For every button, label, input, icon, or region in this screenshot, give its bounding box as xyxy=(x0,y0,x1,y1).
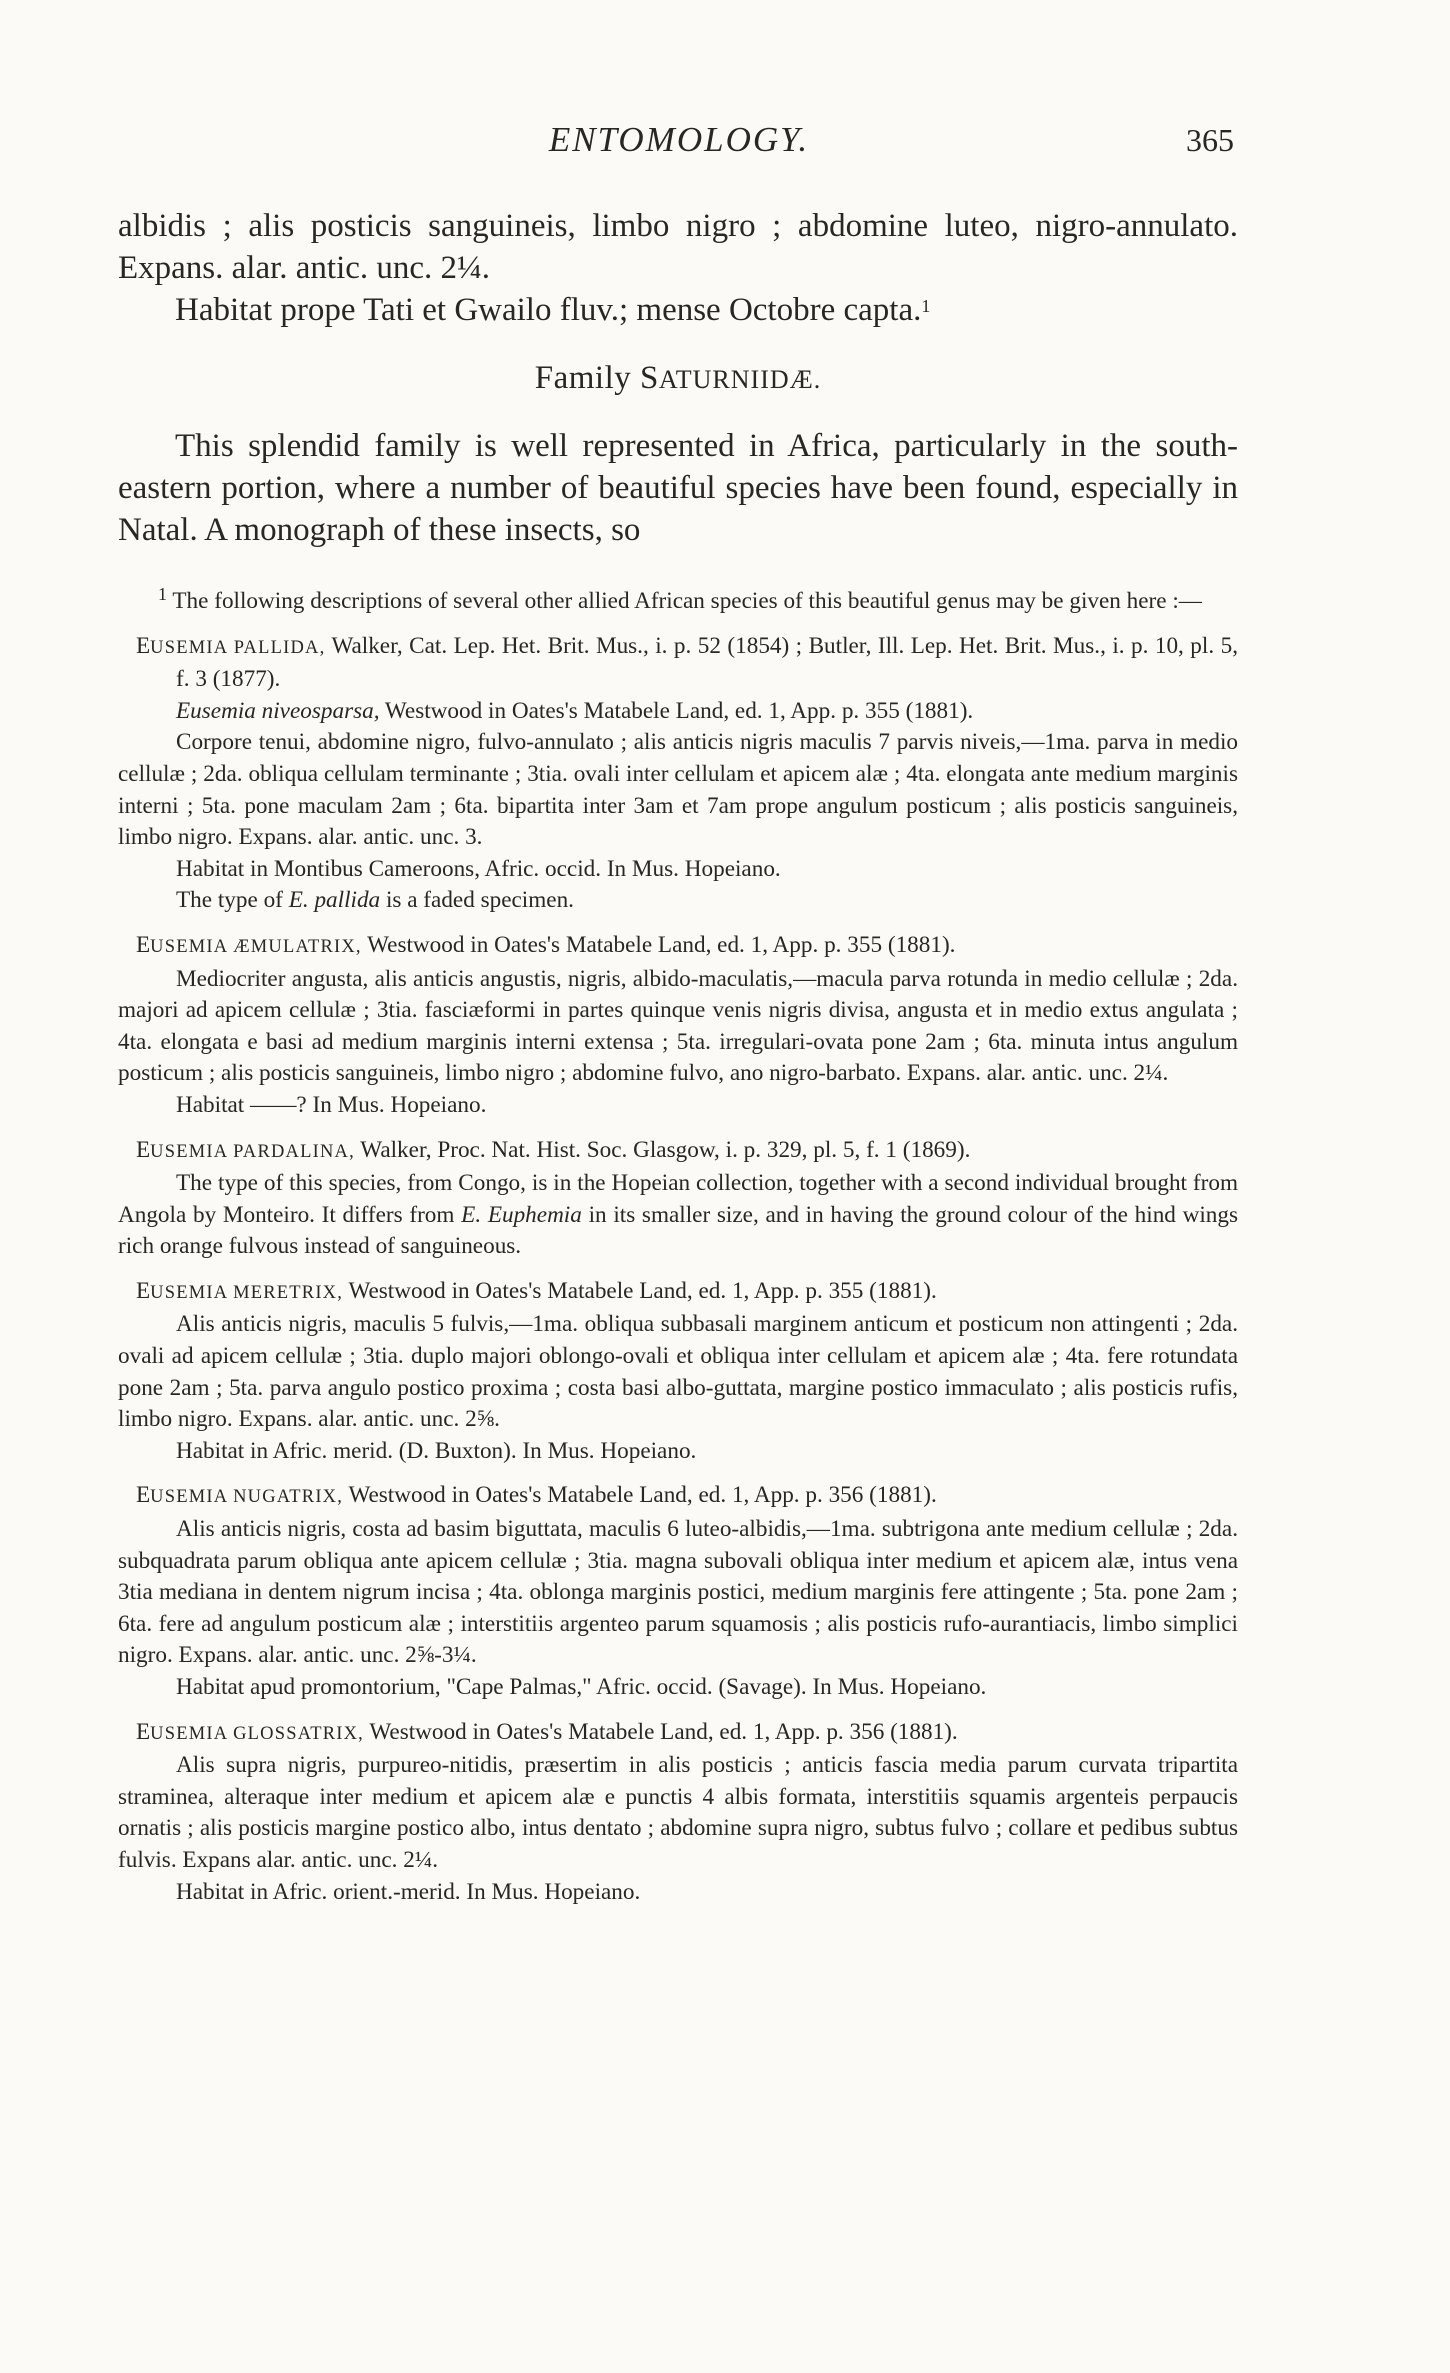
footnotes xyxy=(118,586,1238,1908)
species-name: USEMIA ÆMULATRIX, xyxy=(150,936,362,957)
family-initial: S xyxy=(640,360,659,396)
family-name-rest: ATURNIIDÆ. xyxy=(658,365,822,394)
species-habitat-nugatrix: Habitat apud promontorium, "Cape Palmas," Afric. occid. (Savage). In Mus. Hopeiano. xyxy=(176,1674,987,1700)
family-heading xyxy=(118,357,1238,401)
page-number: 365 xyxy=(1186,122,1234,158)
species-name: USEMIA GLOSSATRIX, xyxy=(150,1723,364,1744)
species-description-glossatrix: Alis supra nigris, purpureo-nitidis, præsertim in alis posticis ; anticis fascia media parum curvata tripartita straminea, alteraque inter medium et apicem alæ e punctis 4 albis formata, interstitiis squamis argenteis perpaucis ornatis ; alis posticis margine postico albo, intus dentato ; abdomine supra nigro, subtus fulvo ; collare et pedibus subtus fulvis. Expans alar. antic. unc. 2¼. xyxy=(118,1752,1238,1873)
species-name: USEMIA NUGATRIX, xyxy=(150,1487,344,1508)
species-reference: Westwood in Oates's Matabele Land, ed. 1, App. p. 355 (1881). xyxy=(361,931,956,958)
type-note-pallida xyxy=(118,885,1238,917)
species-initial: E xyxy=(136,1136,151,1163)
species-reference: Walker, Cat. Lep. Het. Brit. Mus., i. p. 52 (1854) ; Butler, Ill. Lep. Het. Brit. Mus., i. p. 10, pl. 5, f. 3 (1877). xyxy=(176,632,1238,693)
species-heading-glossatrix xyxy=(118,1717,1238,1751)
habitat-paragraph xyxy=(118,289,1238,331)
species-heading-nugatrix xyxy=(118,1480,1238,1514)
species-initial: E xyxy=(136,931,151,958)
species-initial: E xyxy=(136,1482,151,1509)
family-prefix: Family xyxy=(534,360,632,396)
species-heading-pardalina xyxy=(118,1135,1238,1169)
saturniidae-intro-paragraph: This splendid family is well represented in Africa, particularly in the south-eastern portion, where a number of beautiful species have been found, especially in Natal. A monograph of these insects, so xyxy=(118,428,1238,548)
species-heading-pallida xyxy=(118,631,1238,696)
main-text xyxy=(118,205,1238,551)
species-habitat-aemulatrix: Habitat ——? In Mus. Hopeiano. xyxy=(176,1091,487,1118)
species-description-pardalina xyxy=(118,1168,1238,1263)
synonym-name: Eusemia niveosparsa, xyxy=(176,697,380,724)
species-initial: E xyxy=(136,632,151,659)
type-note-pre: The type of xyxy=(176,887,289,914)
footnote-lead-text: The following descriptions of several other allied African species of this beautiful genus may be given here :— xyxy=(172,588,1202,614)
species-reference: Westwood in Oates's Matabele Land, ed. 1, App. p. 356 (1881). xyxy=(364,1718,958,1745)
species-name: USEMIA MERETRIX, xyxy=(150,1282,344,1303)
synonym-line xyxy=(118,696,1238,728)
species-heading-meretrix xyxy=(118,1276,1238,1310)
species-name: USEMIA PALLIDA, xyxy=(150,637,326,658)
running-head xyxy=(118,120,1240,164)
species-initial: E xyxy=(136,1718,151,1745)
description-post: in its smaller size, and in having the ground colour of the hind wings rich orange fulvous instead of sanguineous. xyxy=(118,1201,1239,1260)
species-description-pallida: Corpore tenui, abdomine nigro, fulvo-annulato ; alis anticis nigris maculis 7 parvis niveis,—1ma. parva in medio cellulæ ; 2da. obliqua cellulam terminante ; 3tia. ovali inter cellulam et apicem alæ ; 4ta. elongata ante medium marginis interni ; 5ta. pone maculam 2am ; 6ta. bipartita inter 3am et 7am prope angulum posticum ; alis posticis sanguineis, limbo nigro. Expans. alar. antic. unc. 3. xyxy=(118,729,1238,851)
continued-paragraph: albidis ; alis posticis sanguineis, limbo nigro ; abdomine luteo, nigro-annulato. Expans. alar. antic. unc. 2¼. xyxy=(118,208,1238,286)
species-reference: Walker, Proc. Nat. Hist. Soc. Glasgow, i. p. 329, pl. 5, f. 1 (1869). xyxy=(354,1136,971,1163)
footnote-marker: 1 xyxy=(921,296,931,316)
habitat-text: Habitat prope Tati et Gwailo fluv.; mense Octobre capta. xyxy=(175,292,922,328)
species-habitat-glossatrix: Habitat in Afric. orient.-merid. In Mus. Hopeiano. xyxy=(176,1878,641,1905)
type-note-post: is a faded specimen. xyxy=(380,887,574,914)
species-initial: E xyxy=(136,1277,151,1304)
species-description-aemulatrix: Mediocriter angusta, alis anticis angustis, nigris, albido-maculatis,—macula parva rotunda in medio cellulæ ; 2da. majori ad apicem cellulæ ; 3tia. fasciæformi in partes quinque venis nigris divisa, angusta et in medio extus angulata ; 4ta. elongata e basi ad medium marginis interni extensa ; 5ta. irregulari-ovata pone 2am ; 6ta. minuta intus angulum posticum ; alis posticis sanguineis, limbo nigro ; abdomine fulvo, ano nigro-barbato. Expans. alar. antic. unc. 2¼. xyxy=(118,965,1238,1087)
species-reference: Westwood in Oates's Matabele Land, ed. 1, App. p. 356 (1881). xyxy=(343,1482,937,1509)
species-habitat-pallida: Habitat in Montibus Cameroons, Afric. occid. In Mus. Hopeiano. xyxy=(176,855,781,882)
synonym-reference: Westwood in Oates's Matabele Land, ed. 1, App. p. 355 (1881). xyxy=(379,697,974,724)
description-name: E. Euphemia xyxy=(461,1201,582,1228)
species-name: USEMIA PARDALINA, xyxy=(150,1141,355,1162)
species-heading-aemulatrix xyxy=(118,930,1238,964)
description-pre: The type of this species, from Congo, is in the Hopeian collection, together with a second individual brought from Angola by Monteiro. It differs from xyxy=(118,1170,1238,1228)
species-reference: Westwood in Oates's Matabele Land, ed. 1, App. p. 355 (1881). xyxy=(343,1277,937,1304)
species-description-nugatrix: Alis anticis nigris, costa ad basim biguttata, maculis 6 luteo-albidis,—1ma. subtrigona ante medium cellulæ ; 2da. subquadrata parum obliqua ante apicem cellulæ ; 3tia. magna subovali obliqua inter medium et apicem alæ, intus vena 3tia mediana in dentem nigrum incisa ; 4ta. oblonga marginis postici, medium marginis fere attingente ; 5ta. pone 2am ; 6ta. fere ad angulum posticum alæ ; interstitiis argenteo parum squamosis ; alis posticis rufo-aurantiacis, limbo simplici nigro. Expans. alar. antic. unc. 2⅝-3¼. xyxy=(118,1516,1238,1669)
footnote-number: 1 xyxy=(158,584,167,604)
footnote-lead xyxy=(118,586,1238,618)
species-habitat-meretrix: Habitat in Afric. merid. (D. Buxton). In Mus. Hopeiano. xyxy=(176,1437,697,1464)
species-description-meretrix: Alis anticis nigris, maculis 5 fulvis,—1ma. obliqua subbasali marginem anticum et posticum non attingenti ; 2da. ovali ad apicem cellulæ ; 3tia. duplo majori oblongo-ovali et obliqua inter cellulam et apicem alæ ; 4ta. fere rotundata pone 2am ; 5ta. parva angulo postico proxima ; costa basi albo-guttata, margine postico immaculato ; alis posticis rufis, limbo nigro. Expans. alar. antic. unc. 2⅝. xyxy=(118,1311,1238,1433)
running-title: ENTOMOLOGY. xyxy=(548,120,810,159)
type-note-name: E. pallida xyxy=(288,887,381,914)
